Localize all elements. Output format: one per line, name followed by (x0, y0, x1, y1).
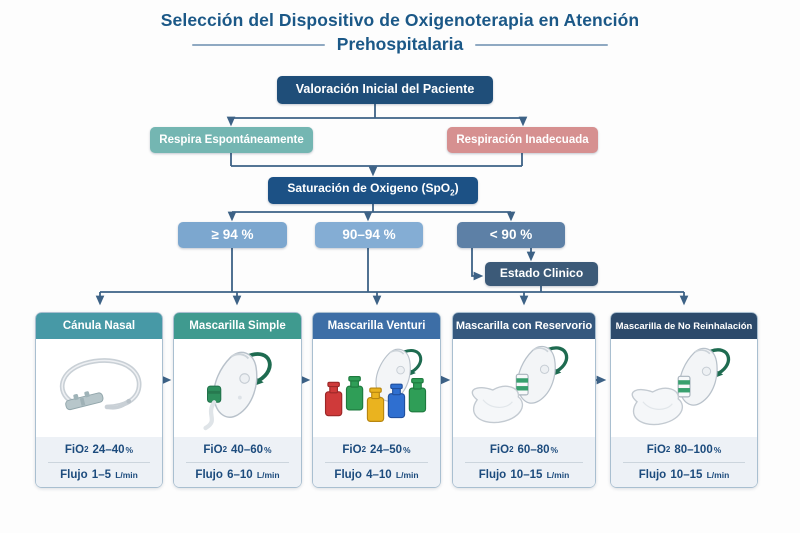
fio2-spec: FiO 2 24–50 % (342, 443, 411, 456)
fio2-value: 60–80 (517, 443, 550, 456)
fio2-label: FiO (64, 443, 85, 456)
node-initial-assessment: Valoración Inicial del Paciente (277, 76, 493, 104)
node-clinical-state: Estado Clinico (485, 262, 598, 286)
flow-spec: Flujo 10–15 L/min (478, 468, 570, 481)
fio2-value: 24–40 (92, 443, 125, 456)
node-breathes-spontaneously: Respira Espontáneamente (150, 127, 313, 153)
device-title: Mascarilla Venturi (313, 313, 440, 339)
device-specs (611, 437, 757, 487)
node-range-90-94: 90–94 % (315, 222, 423, 248)
fio2-spec: FiO 2 80–100 % (646, 443, 722, 456)
reservoir-bag (632, 388, 682, 424)
device-title: Mascarilla de No Reinhalación (611, 313, 757, 339)
title-line1: Selección del Dispositivo de Oxigenoterapia en Atención (160, 10, 640, 30)
device-specs (453, 437, 595, 487)
device-card-venturi-mask (312, 312, 441, 488)
fio2-spec: FiO 2 40–60 % (203, 443, 272, 456)
fio2-value: 24–50 (370, 443, 403, 456)
flow-spec: Flujo 4–10 L/min (334, 468, 419, 481)
title-line2: Prehospitalaria (336, 34, 464, 54)
flow-spec: Flujo 1–5 L/min (60, 468, 138, 481)
fio2-label: FiO (342, 443, 362, 456)
flow-value: 10–15 (670, 468, 703, 481)
flow-label: Flujo (60, 468, 88, 481)
device-specs (36, 437, 162, 487)
flow-label: Flujo (334, 468, 362, 481)
nasal-cannula-illustration (36, 339, 162, 437)
node-inadequate-breathing: Respiración Inadecuada (447, 127, 598, 153)
fio2-label: FiO (203, 443, 223, 456)
flow-spec: Flujo 6–10 L/min (195, 468, 280, 481)
fio2-label: FiO (646, 443, 666, 456)
device-specs (174, 437, 301, 487)
flow-value: 4–10 (366, 468, 392, 481)
node-spo2: Saturación de Oxigeno (SpO$_2$) (268, 177, 478, 204)
title-rule-left (192, 44, 325, 46)
flow-label: Flujo (478, 468, 507, 481)
fio2-value: 40–60 (231, 443, 264, 456)
node-range-lt90: < 90 % (457, 222, 565, 248)
device-title: Mascarilla con Reservorio (453, 313, 595, 339)
flow-value: 1–5 (91, 468, 111, 481)
flow-value: 6–10 (227, 468, 253, 481)
reservoir-mask-illustration (453, 339, 595, 437)
device-card-simple-mask (173, 312, 302, 488)
title-rule-right (475, 44, 608, 46)
device-card-nasal-cannula (35, 312, 163, 488)
venturi-mask-illustration (313, 339, 440, 437)
valve (678, 376, 690, 397)
node-range-ge94: ≥ 94 % (178, 222, 287, 248)
flow-value: 10–15 (510, 468, 543, 481)
device-card-reservoir-mask (452, 312, 596, 488)
fio2-spec: FiO 2 24–40 % (64, 443, 134, 456)
device-title: Mascarilla Simple (174, 313, 301, 339)
device-specs (313, 437, 440, 487)
device-card-non-rebreather-mask (610, 312, 758, 488)
fio2-value: 80–100 (674, 443, 713, 456)
device-title: Cánula Nasal (36, 313, 162, 339)
flow-spec: Flujo 10–15 L/min (638, 468, 730, 481)
fio2-spec: FiO 2 60–80 % (489, 443, 559, 456)
reservoir-bag (472, 386, 522, 422)
fio2-label: FiO (489, 443, 510, 456)
non-rebreather-mask-illustration (611, 339, 757, 437)
page-title (0, 10, 800, 55)
flow-label: Flujo (195, 468, 223, 481)
flow-label: Flujo (638, 468, 667, 481)
simple-mask-illustration (174, 339, 301, 437)
